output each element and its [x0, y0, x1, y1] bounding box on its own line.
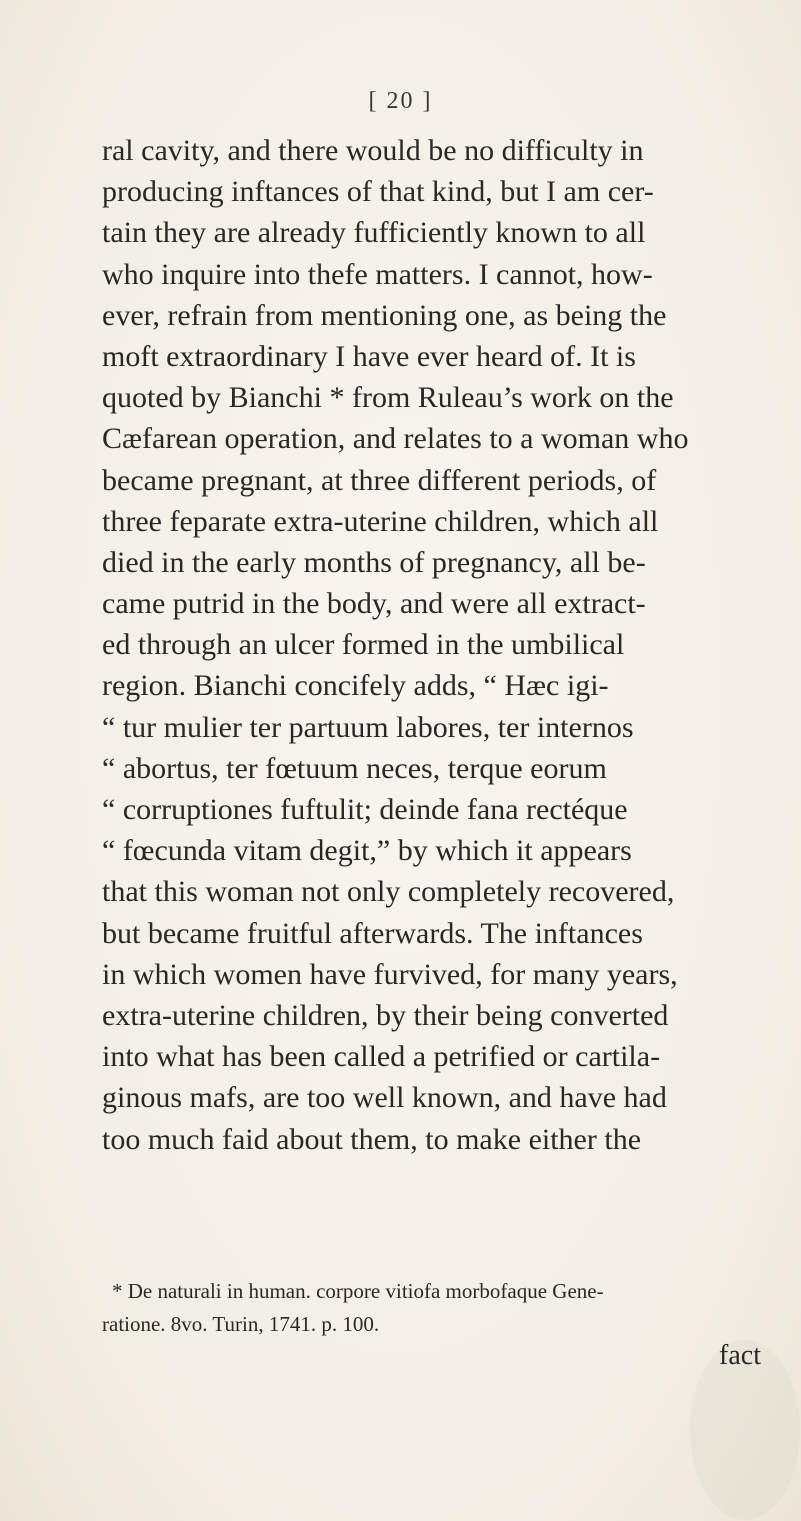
text-line: producing inftances of that kind, but I am cer-: [102, 175, 654, 209]
text-line: “ abortus, ter fœtuum neces, terque eorum: [102, 751, 607, 785]
footnote: [102, 1275, 792, 1341]
body-text: [102, 130, 801, 1160]
footnote-line: ratione. 8vo. Turin, 1741. p. 100.: [102, 1312, 380, 1336]
text-line: “ tur mulier ter partuum labores, ter internos: [102, 710, 634, 744]
text-line: who inquire into thefe matters. I cannot, how-: [102, 257, 653, 291]
text-line: tain they are already fufficiently known to all: [102, 216, 646, 250]
text-line: region. Bianchi concifely adds, “ Hæc igi-: [102, 669, 609, 703]
text-line: but became fruitful afterwards. The inftances: [102, 916, 643, 950]
text-line: Cæfarean operation, and relates to a woman who: [102, 422, 689, 456]
text-line: ed through an ulcer formed in the umbilical: [102, 628, 625, 662]
text-line: moft extraordinary I have ever heard of. It is: [102, 339, 636, 373]
catchword: fact: [719, 1340, 761, 1371]
text-line: became pregnant, at three different periods, of: [102, 463, 657, 497]
text-line: ginous mafs, are too well known, and have had: [102, 1081, 667, 1115]
text-line: ever, refrain from mentioning one, as being the: [102, 298, 667, 332]
text-line: into what has been called a petrified or cartila-: [102, 1040, 661, 1074]
text-line: that this woman not only completely recovered,: [102, 875, 675, 909]
footnote-line: * De naturali in human. corpore vitiofa morbofaque Gene-: [112, 1279, 604, 1303]
text-line: too much faid about them, to make either the: [102, 1122, 642, 1156]
text-line: extra-uterine children, by their being converted: [102, 998, 669, 1032]
text-line: quoted by Bianchi * from Ruleau’s work on the: [102, 381, 674, 415]
text-line: came putrid in the body, and were all extract-: [102, 587, 646, 621]
text-line: “ corruptiones fuftulit; deinde fana rectéque: [102, 793, 628, 826]
text-line: ral cavity, and there would be no difficulty in: [102, 134, 644, 167]
text-line: died in the early months of pregnancy, all be-: [102, 545, 646, 579]
text-line: “ fœcunda vitam degit,” by which it appears: [102, 834, 632, 868]
text-line: in which women have furvived, for many years,: [102, 957, 678, 991]
page-number: [ 20 ]: [368, 88, 433, 114]
text-line: three feparate extra-uterine children, which all: [102, 504, 659, 538]
